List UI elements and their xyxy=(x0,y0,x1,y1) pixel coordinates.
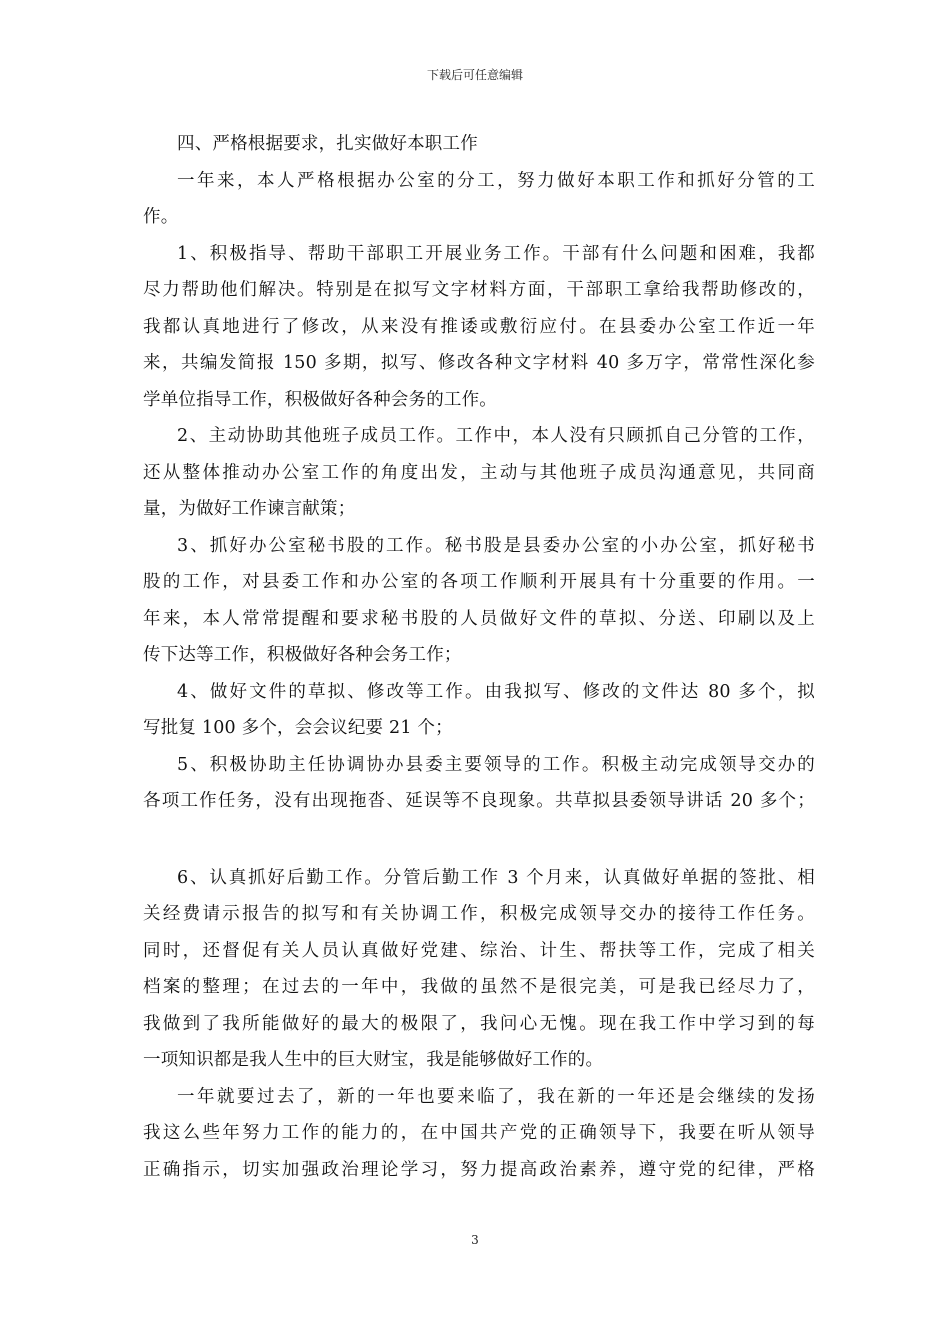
document-body xyxy=(143,126,815,1188)
page-number: 3 xyxy=(471,1233,479,1247)
paragraph-line: 一项知识都是我人生中的巨大财宝，我是能够做好工作的。 xyxy=(143,1050,604,1070)
paragraph-line: 尽力帮助他们解决。特别是在拟写文字材料方面，干部职工拿给我帮助修改的， xyxy=(143,280,815,300)
paragraph-line: 同时，还督促有关人员认真做好党建、综治、计生、帮扶等工作，完成了相关 xyxy=(143,940,815,961)
section-heading: 四、严格根据要求，扎实做好本职工作 xyxy=(177,134,478,154)
paragraph-line: 1、积极指导、帮助干部职工开展业务工作。干部有什么问题和困难，我都 xyxy=(177,243,815,264)
page-header: 下载后可任意编辑 xyxy=(426,68,523,82)
paragraph-line: 量，为做好工作谏言献策； xyxy=(143,499,356,519)
paragraph-line: 传下达等工作，积极做好各种会务工作； xyxy=(143,645,462,665)
paragraph-line: 学单位指导工作，积极做好各种会务的工作。 xyxy=(143,389,497,410)
paragraph-line: 2、主动协助其他班子成员工作。工作中，本人没有只顾抓自己分管的工作， xyxy=(177,426,815,446)
paragraph-line: 各项工作任务，没有出现拖沓、延误等不良现象。共草拟县委领导讲话 20 多个； xyxy=(143,791,815,811)
paragraph-line: 正确指示，切实加强政治理论学习，努力提高政治素养，遵守党的纪律，严格 xyxy=(143,1159,815,1180)
paragraph-line: 关经费请示报告的拟写和有关协调工作，积极完成领导交办的接待工作任务。 xyxy=(143,904,815,924)
paragraph-line: 我做到了我所能做好的最大的极限了，我问心无愧。现在我工作中学习到的每 xyxy=(143,1013,815,1034)
paragraph-line: 档案的整理；在过去的一年中，我做的虽然不是很完美，可是我已经尽力了， xyxy=(143,977,815,997)
paragraph-line: 作。 xyxy=(143,207,179,227)
paragraph-line: 还从整体推动办公室工作的角度出发，主动与其他班子成员沟通意见，共同商 xyxy=(143,462,815,483)
paragraph-line: 一年就要过去了，新的一年也要来临了，我在新的一年还是会继续的发扬 xyxy=(177,1086,815,1107)
paragraph-line: 我都认真地进行了修改，从来没有推诿或敷衍应付。在县委办公室工作近一年 xyxy=(143,316,815,337)
paragraph-line: 年来，本人常常提醒和要求秘书股的人员做好文件的草拟、分送、印刷以及上 xyxy=(143,608,815,629)
paragraph-line: 我这么些年努力工作的能力的，在中国共产党的正确领导下，我要在听从领导 xyxy=(143,1123,815,1143)
paragraph-line: 写批复 100 多个，会会议纪要 21 个； xyxy=(143,718,453,738)
paragraph-line: 5、积极协助主任协调协办县委主要领导的工作。积极主动完成领导交办的 xyxy=(177,754,815,775)
paragraph-line: 6、认真抓好后勤工作。分管后勤工作 3 个月来，认真做好单据的签批、相 xyxy=(177,867,815,888)
paragraph-line: 一年来，本人严格根据办公室的分工，努力做好本职工作和抓好分管的工 xyxy=(177,170,815,191)
paragraph-line: 股的工作，对县委工作和办公室的各项工作顺利开展具有十分重要的作用。一 xyxy=(143,572,815,592)
paragraph-gap xyxy=(143,820,815,860)
paragraph-line: 4、做好文件的草拟、修改等工作。由我拟写、修改的文件达 80 多个，拟 xyxy=(177,681,815,702)
paragraph-line: 3、抓好办公室秘书股的工作。秘书股是县委办公室的小办公室，抓好秘书 xyxy=(177,535,815,556)
paragraph-line: 来，共编发简报 150 多期，拟写、修改各种文字材料 40 多万字，常常性深化参 xyxy=(143,353,815,373)
